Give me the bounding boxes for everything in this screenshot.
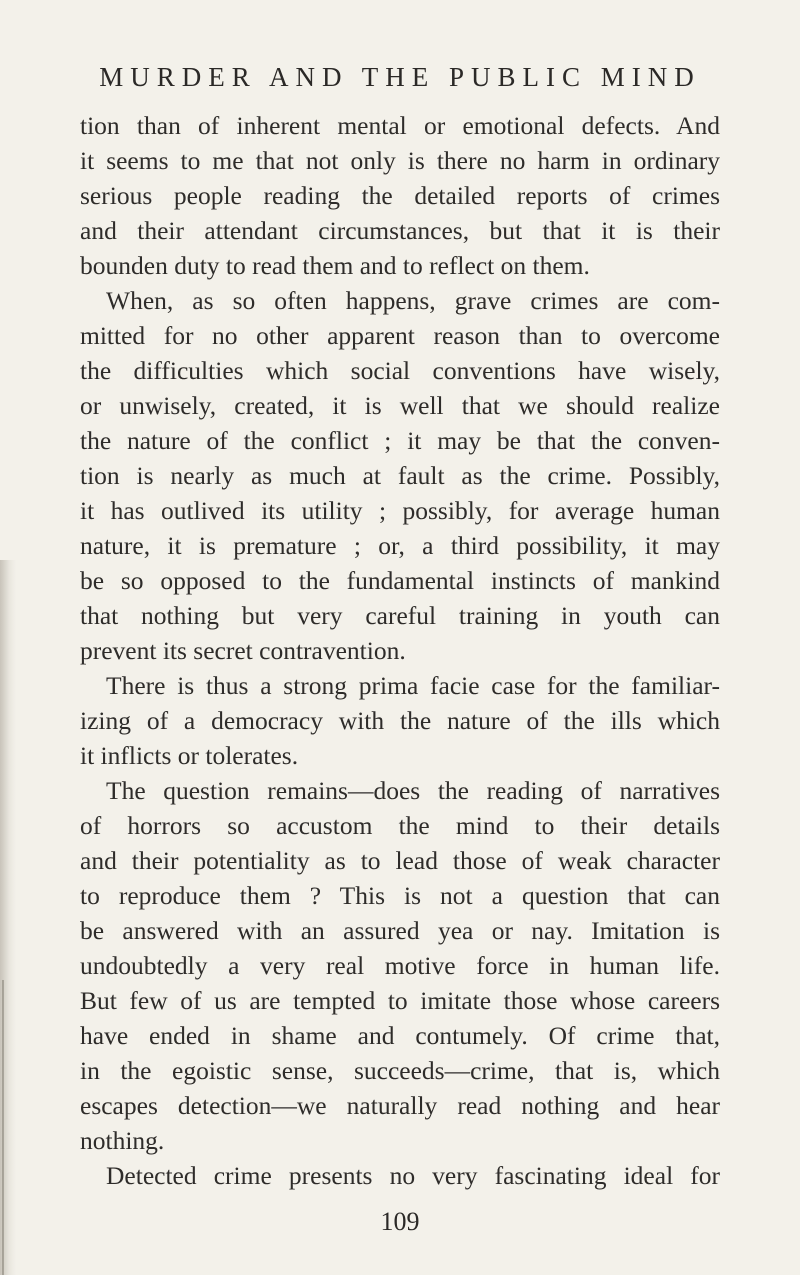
text-line: nothing. — [80, 1126, 165, 1155]
text-line: There is thus a strong prima facie case for the familiar- — [106, 671, 720, 700]
body-text — [80, 108, 720, 1193]
text-line: of horrors so accustom the mind to their details — [80, 811, 720, 840]
text-line: and their potentiality as to lead those of weak character — [80, 846, 720, 875]
text-line: in the egoistic sense, succeeds—crime, that is, which — [80, 1056, 720, 1085]
text-line: When, as so often happens, grave crimes are com- — [106, 286, 720, 315]
text-line: serious people reading the detailed reports of crimes — [80, 181, 720, 210]
text-line: the difficulties which social conventions have wisely, — [80, 356, 720, 385]
text-line: tion is nearly as much at fault as the crime. Possibly, — [80, 461, 720, 490]
text-line: be so opposed to the fundamental instincts of mankind — [80, 566, 720, 595]
text-line: and their attendant circumstances, but that it is their — [80, 216, 720, 245]
text-line: escapes detection—we naturally read nothing and hear — [80, 1091, 720, 1120]
text-line: to reproduce them ? This is not a question that can — [80, 881, 720, 910]
text-line: it has outlived its utility ; possibly, for average human — [80, 496, 720, 525]
text-line: nature, it is premature ; or, a third possibility, it may — [80, 531, 720, 560]
text-line: Detected crime presents no very fascinating ideal for — [106, 1161, 720, 1190]
text-line: The question remains—does the reading of narratives — [106, 776, 720, 805]
text-line: izing of a democracy with the nature of the ills which — [80, 706, 720, 735]
page-number: 109 — [380, 1207, 420, 1236]
text-line: have ended in shame and contumely. Of crime that, — [80, 1021, 720, 1050]
text-line: mitted for no other apparent reason than to overcome — [80, 321, 720, 350]
text-line: or unwisely, created, it is well that we should realize — [80, 391, 720, 420]
text-line: prevent its secret contravention. — [80, 636, 406, 665]
text-line: But few of us are tempted to imitate those whose careers — [80, 986, 720, 1015]
text-line: the nature of the conflict ; it may be that the conven- — [80, 426, 720, 455]
text-line: that nothing but very careful training in youth can — [80, 601, 720, 630]
running-head: MURDER AND THE PUBLIC MIND — [99, 62, 701, 92]
text-line: bounden duty to read them and to reflect on them. — [80, 251, 590, 280]
text-line: be answered with an assured yea or nay. Imitation is — [80, 916, 720, 945]
text-line: tion than of inherent mental or emotional defects. And — [80, 111, 720, 140]
text-line: it inflicts or tolerates. — [80, 741, 299, 770]
text-line: it seems to me that not only is there no harm in ordinary — [80, 146, 720, 175]
text-line: undoubtedly a very real motive force in human life. — [80, 951, 720, 980]
